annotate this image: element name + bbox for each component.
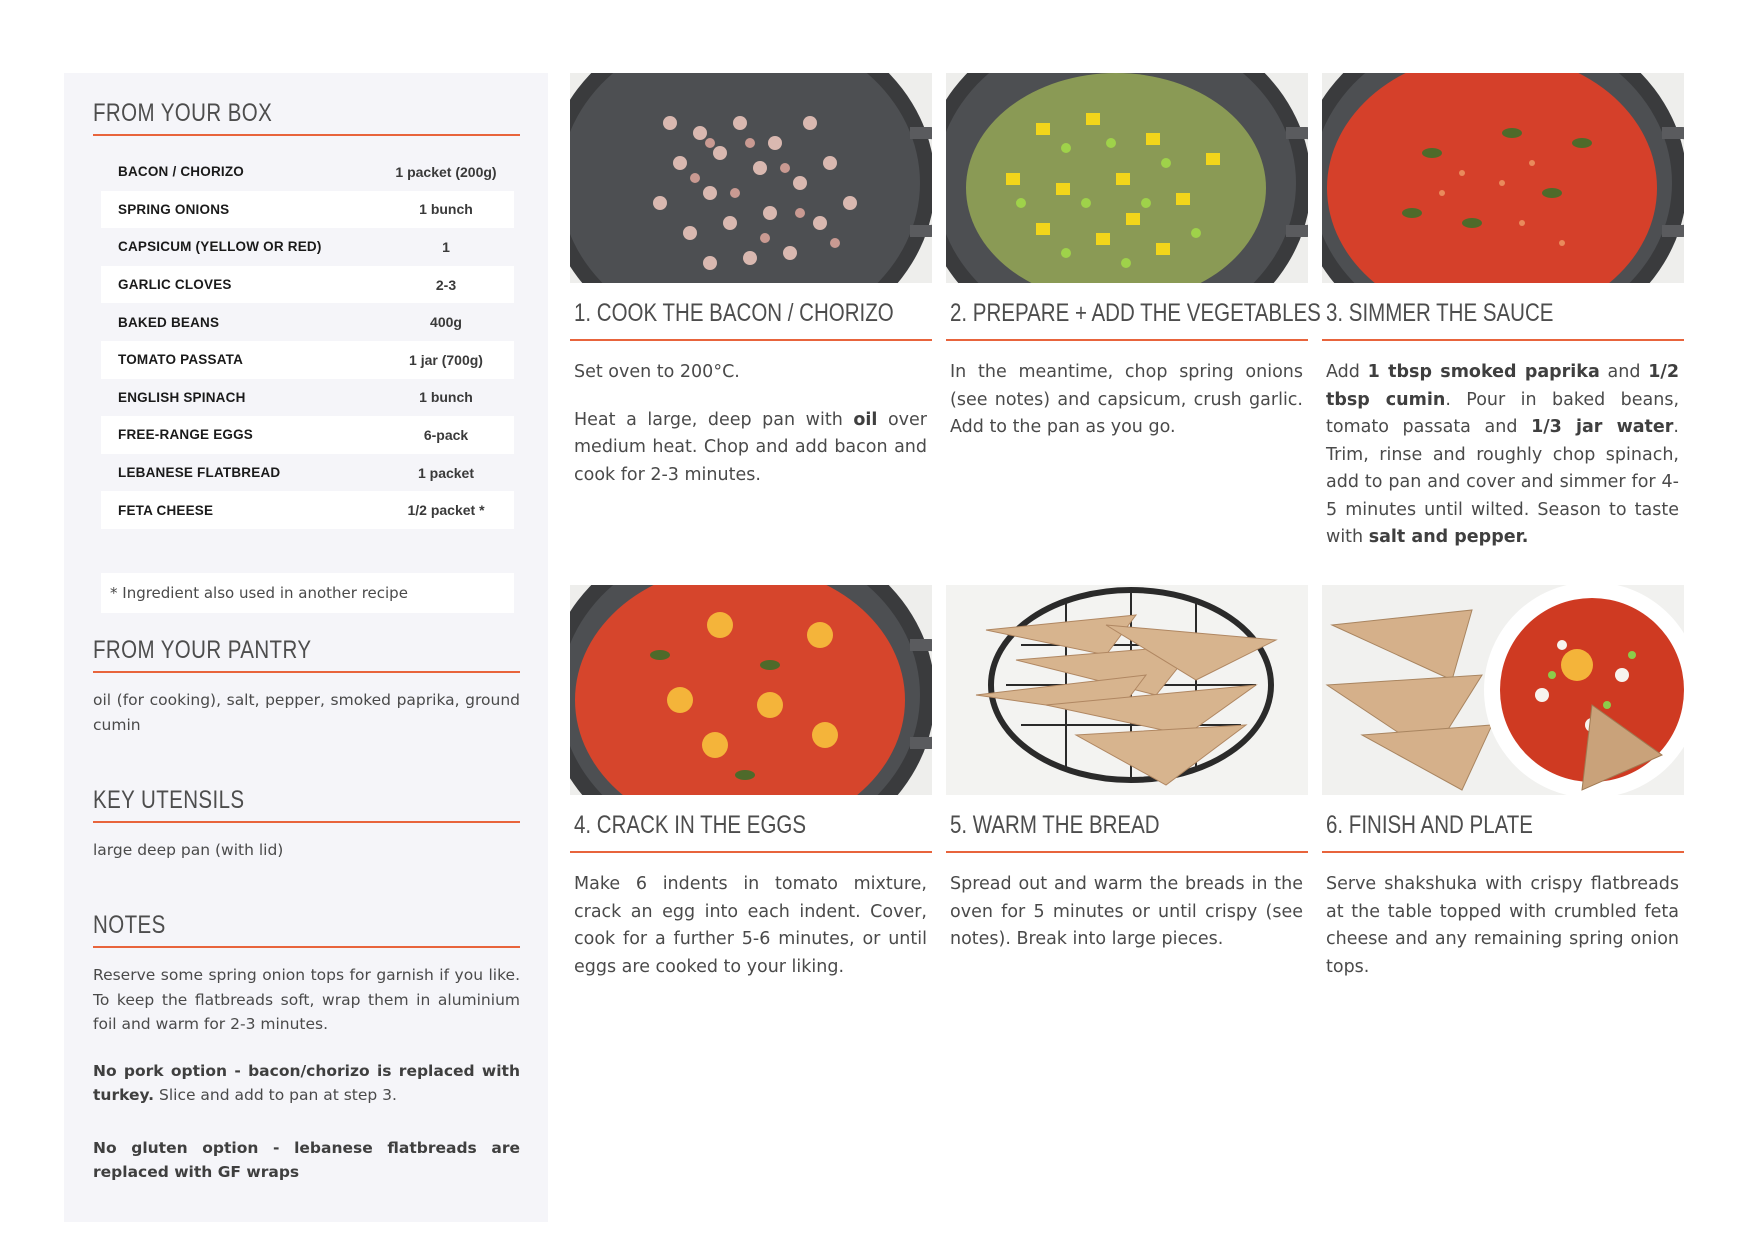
- ingredient-row: [101, 379, 514, 417]
- ingredient-row: [101, 303, 514, 341]
- section-divider: [93, 821, 520, 823]
- step-paragraph: Serve shakshuka with crispy flatbreads at the table topped with crumbled feta cheese and any remaining spring onion tops.: [1326, 874, 1679, 977]
- ingredient-name: ENGLISH SPINACH: [118, 389, 246, 405]
- ingredients-sidebar: [64, 73, 548, 1222]
- step-instructions: [950, 359, 1303, 462]
- pan-with-bacon-icon: [570, 73, 932, 283]
- notes-text: [93, 963, 520, 1185]
- step-paragraph: Make 6 indents in tomato mixture, crack an egg into each indent. Cover, cook for a further 5-6 minutes, or until eggs are cooked to your liking.: [574, 874, 927, 977]
- step-title: 1. COOK THE BACON / CHORIZO: [574, 299, 894, 327]
- from-your-pantry-title: FROM YOUR PANTRY: [93, 636, 312, 664]
- step-divider: [570, 851, 932, 853]
- text-run: and: [1599, 362, 1649, 382]
- pan-with-eggs-icon: [570, 585, 932, 795]
- text-run: . Pour in baked beans, tomato passata and: [1326, 389, 1680, 437]
- ingredient-name: BACON / CHORIZO: [118, 164, 244, 180]
- section-divider: [93, 671, 520, 673]
- ingredients-table: [101, 153, 514, 529]
- step-paragraph: Spread out and warm the breads in the oven for 5 minutes or until crispy (see notes). Break into large pieces.: [950, 874, 1303, 949]
- step-title: 6. FINISH AND PLATE: [1326, 811, 1533, 839]
- bold-run: salt and pepper.: [1368, 527, 1529, 547]
- text-run: Add: [1326, 362, 1368, 382]
- step-paragraph: Set oven to 200°C.: [574, 362, 740, 382]
- step-title: 5. WARM THE BREAD: [950, 811, 1160, 839]
- ingredient-row: [101, 454, 514, 492]
- notes-paragraph: Reserve some spring onion tops for garnish if you like. To keep the flatbreads soft, wrap them in aluminium foil and warm for 2-3 minutes.: [93, 966, 520, 1033]
- shakshuka-bowl-icon: [1322, 585, 1684, 795]
- ingredient-name: FREE-RANGE EGGS: [118, 427, 254, 443]
- step-title: 2. PREPARE + ADD THE VEGETABLES: [950, 299, 1321, 327]
- notes-paragraph: [93, 1059, 520, 1108]
- step-divider: [946, 851, 1308, 853]
- ingredient-row: [101, 191, 514, 229]
- ingredient-qty: 1 bunch: [419, 389, 473, 406]
- no-gluten-option: No gluten option - lebanese flatbreads are replaced with GF wraps: [93, 1138, 520, 1181]
- ingredient-row: [101, 341, 514, 379]
- ingredient-row: [101, 416, 514, 454]
- ingredient-qty: 1 packet: [417, 464, 475, 481]
- ingredient-name: BAKED BEANS: [118, 314, 220, 330]
- pan-with-sauce-icon: [1322, 73, 1684, 283]
- step-paragraph: [1326, 359, 1679, 552]
- text-run: over medium heat. Chop and add bacon and cook for 2-3 minutes.: [574, 409, 928, 485]
- ingredient-qty: 400g: [430, 314, 462, 331]
- step-instructions: [1326, 871, 1679, 1001]
- ingredient-name: FETA CHEESE: [118, 502, 214, 518]
- ingredient-qty: 1 bunch: [419, 201, 473, 218]
- ingredient-qty: 1: [442, 238, 450, 255]
- from-your-box-title: FROM YOUR BOX: [93, 99, 273, 127]
- ingredient-qty: 1 packet (200g): [395, 163, 497, 180]
- pan-with-vegetables-icon: [946, 73, 1308, 283]
- ingredient-row: [101, 153, 514, 191]
- notes-paragraph: [93, 1136, 520, 1185]
- bold-run: 1/3 jar water: [1531, 417, 1674, 437]
- ingredient-row: [101, 228, 514, 266]
- ingredient-qty: 2-3: [435, 276, 457, 293]
- ingredient-footnote: * Ingredient also used in another recipe: [101, 573, 514, 613]
- vegetables-image: [946, 73, 1308, 283]
- step-divider: [946, 339, 1308, 341]
- eggs-in-sauce-image: [570, 585, 932, 795]
- step-title: 3. SIMMER THE SAUCE: [1326, 299, 1554, 327]
- no-pork-option: No pork option - bacon/chorizo is replaced with turkey.: [93, 1061, 520, 1104]
- step-instructions: [950, 871, 1303, 974]
- utensils-text: large deep pan (with lid): [93, 841, 284, 859]
- step-instructions: [1326, 359, 1679, 572]
- no-pork-detail: Slice and add to pan at step 3.: [154, 1086, 397, 1104]
- section-divider: [93, 134, 520, 136]
- text-run: . Trim, rinse and roughly chop spinach, add to pan and cover and simmer for 4-5 minutes until wilted. Season to taste with: [1326, 417, 1679, 547]
- ingredient-row: [101, 266, 514, 304]
- finish-plate-image: [1322, 585, 1684, 795]
- ingredient-row: [101, 491, 514, 529]
- section-divider: [93, 946, 520, 948]
- step-title: 4. CRACK IN THE EGGS: [574, 811, 807, 839]
- bold-run: 1 tbsp smoked paprika: [1367, 362, 1600, 382]
- bold-run: oil: [853, 409, 878, 430]
- ingredient-name: GARLIC CLOVES: [118, 277, 232, 293]
- ingredient-name: LEBANESE FLATBREAD: [118, 465, 281, 481]
- flatbread-basket-icon: [946, 585, 1308, 795]
- step-divider: [1322, 851, 1684, 853]
- text-run: Heat a large, deep pan with: [574, 409, 854, 430]
- ingredient-qty: 1/2 packet *: [407, 502, 485, 519]
- step-paragraph: [574, 407, 927, 490]
- bacon-cooking-image: [570, 73, 932, 283]
- step-instructions: [574, 871, 927, 1001]
- step-divider: [570, 339, 932, 341]
- step-paragraph: In the meantime, chop spring onions (see notes) and capsicum, crush garlic. Add to the pan as you go.: [950, 362, 1303, 437]
- ingredient-qty: 6-pack: [423, 426, 469, 443]
- pantry-text: oil (for cooking), salt, pepper, smoked paprika, ground cumin: [93, 691, 520, 734]
- bold-run: 1/2 tbsp cumin: [1326, 362, 1679, 410]
- step-instructions: [574, 359, 927, 509]
- ingredient-name: CAPSICUM (YELLOW OR RED): [118, 239, 322, 255]
- tomato-sauce-image: [1322, 73, 1684, 283]
- ingredient-name: TOMATO PASSATA: [118, 352, 244, 368]
- step-divider: [1322, 339, 1684, 341]
- notes-title: NOTES: [93, 911, 166, 939]
- key-utensils-title: KEY UTENSILS: [93, 786, 245, 814]
- ingredient-name: SPRING ONIONS: [118, 201, 230, 217]
- ingredient-qty: 1 jar (700g): [409, 351, 483, 368]
- warm-bread-image: [946, 585, 1308, 795]
